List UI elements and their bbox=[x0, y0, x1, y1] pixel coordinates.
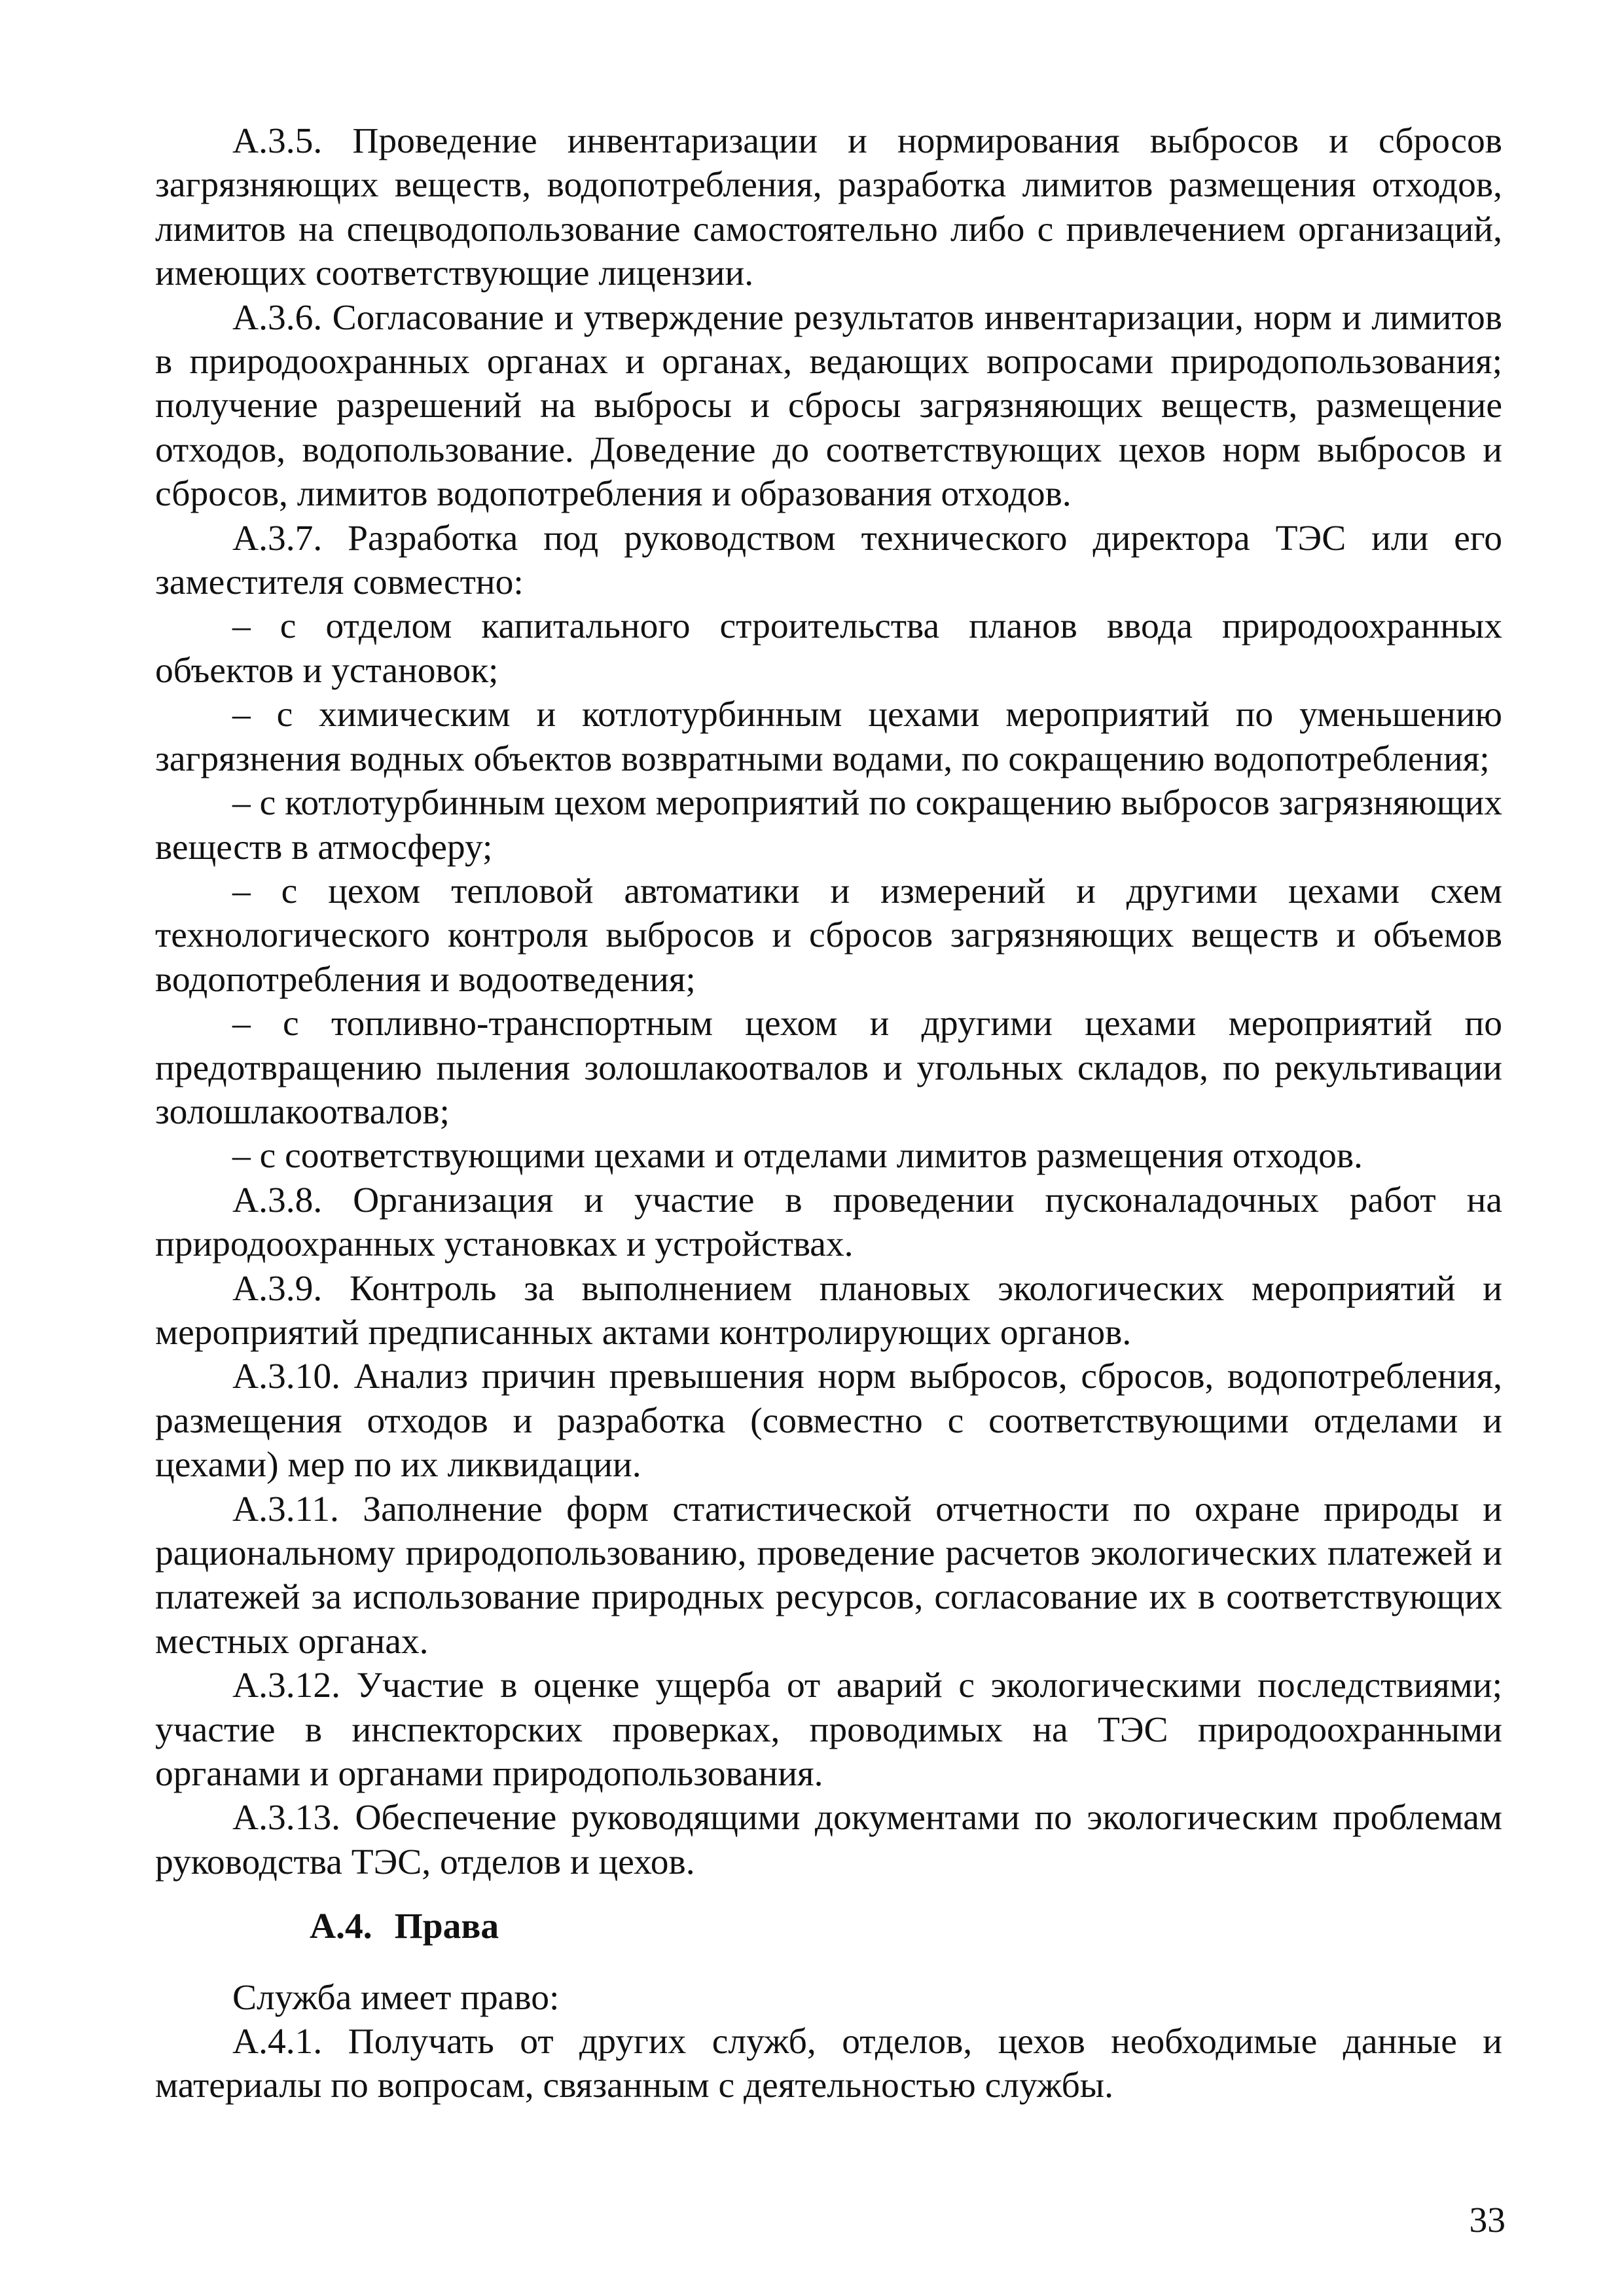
paragraph-a-3-7: А.3.7. Разработка под руководством технического директора ТЭС или его заместителя совместно: bbox=[155, 518, 1502, 603]
paragraph-a-3-11: А.3.11. Заполнение форм статистической отчетности по охране природы и рациональному природопользованию, проведение расчетов экологических платежей и платежей за использование природных ресурсов, согласование их в соответствующих местных органах. bbox=[155, 1489, 1502, 1662]
paragraph-service-rights-intro: Служба имеет право: bbox=[232, 1977, 560, 2018]
paragraph-a-3-5: А.3.5. Проведение инвентаризации и нормирования выбросов и сбросов загрязняющих веществ, водопотребления, разработка лимитов размещения отходов, лимитов на спецводопользование самостоятельно либо с привлечением организаций, имеющих соответствующие лицензии. bbox=[155, 121, 1502, 294]
paragraph-a-3-12: А.3.12. Участие в оценке ущерба от аварий с экологическими последствиями; участие в инспекторских проверках, проводимых на ТЭС природоохранными органами и органами природопользования. bbox=[155, 1666, 1502, 1795]
list-item-capital-construction: – с отделом капитального строительства планов ввода природоохранных объектов и установок; bbox=[155, 606, 1502, 691]
page-body bbox=[155, 119, 1502, 2108]
page-number: 33 bbox=[1469, 2200, 1506, 2240]
list-item-fuel-transport: – с топливно-транспортным цехом и другими цехами мероприятий по предотвращению пыления золошлакоотвалов и угольных складов, по рекультивации золошлакоотвалов; bbox=[155, 1004, 1502, 1132]
paragraph-a-3-9: А.3.9. Контроль за выполнением плановых экологических мероприятий и мероприятий предписанных актами контролирующих органов. bbox=[155, 1268, 1502, 1353]
section-heading-title: Права bbox=[394, 1906, 499, 1947]
paragraph-a-3-13: А.3.13. Обеспечение руководящими документами по экологическим проблемам руководства ТЭС, отделов и цехов. bbox=[155, 1798, 1502, 1882]
section-heading-number: А.4. bbox=[310, 1906, 372, 1947]
paragraph-a-3-6: А.3.6. Согласование и утверждение результатов инвентаризации, норм и лимитов в природоохранных органах и органах, ведающих вопросами природопользования; получение разрешений на выбросы и сбросы загрязняющих веществ, размещение отходов, водопользование. Доведение до соответствующих цехов норм выбросов и сбросов, лимитов водопотребления и образования отходов. bbox=[155, 297, 1502, 515]
paragraph-a-3-10: А.3.10. Анализ причин превышения норм выбросов, сбросов, водопотребления, размещения отходов и разработка (совместно с соответствующими отделами и цехами) мер по их ликвидации. bbox=[155, 1357, 1502, 1485]
section-heading-a-4 bbox=[155, 1904, 1502, 1948]
list-item-thermal-automation: – с цехом тепловой автоматики и измерений и другими цехами схем технологического контроля выбросов и сбросов загрязняющих веществ и объемов водопотребления и водоотведения; bbox=[155, 871, 1502, 1000]
paragraph-a-3-8: А.3.8. Организация и участие в проведении пусконаладочных работ на природоохранных установках и устройствах. bbox=[155, 1180, 1502, 1265]
list-item-waste-limits: – с соответствующими цехами и отделами лимитов размещения отходов. bbox=[232, 1136, 1363, 1176]
list-item-chemical-boiler-turbine: – с химическим и котлотурбинным цехами мероприятий по уменьшению загрязнения водных объектов возвратными водами, по сокращению водопотребления; bbox=[155, 695, 1502, 779]
list-item-boiler-turbine-emissions: – с котлотурбинным цехом мероприятий по сокращению выбросов загрязняющих веществ в атмосферу; bbox=[155, 783, 1502, 867]
paragraph-a-4-1: А.4.1. Получать от других служб, отделов, цехов необходимые данные и материалы по вопросам, связанным с деятельностью службы. bbox=[155, 2022, 1502, 2106]
